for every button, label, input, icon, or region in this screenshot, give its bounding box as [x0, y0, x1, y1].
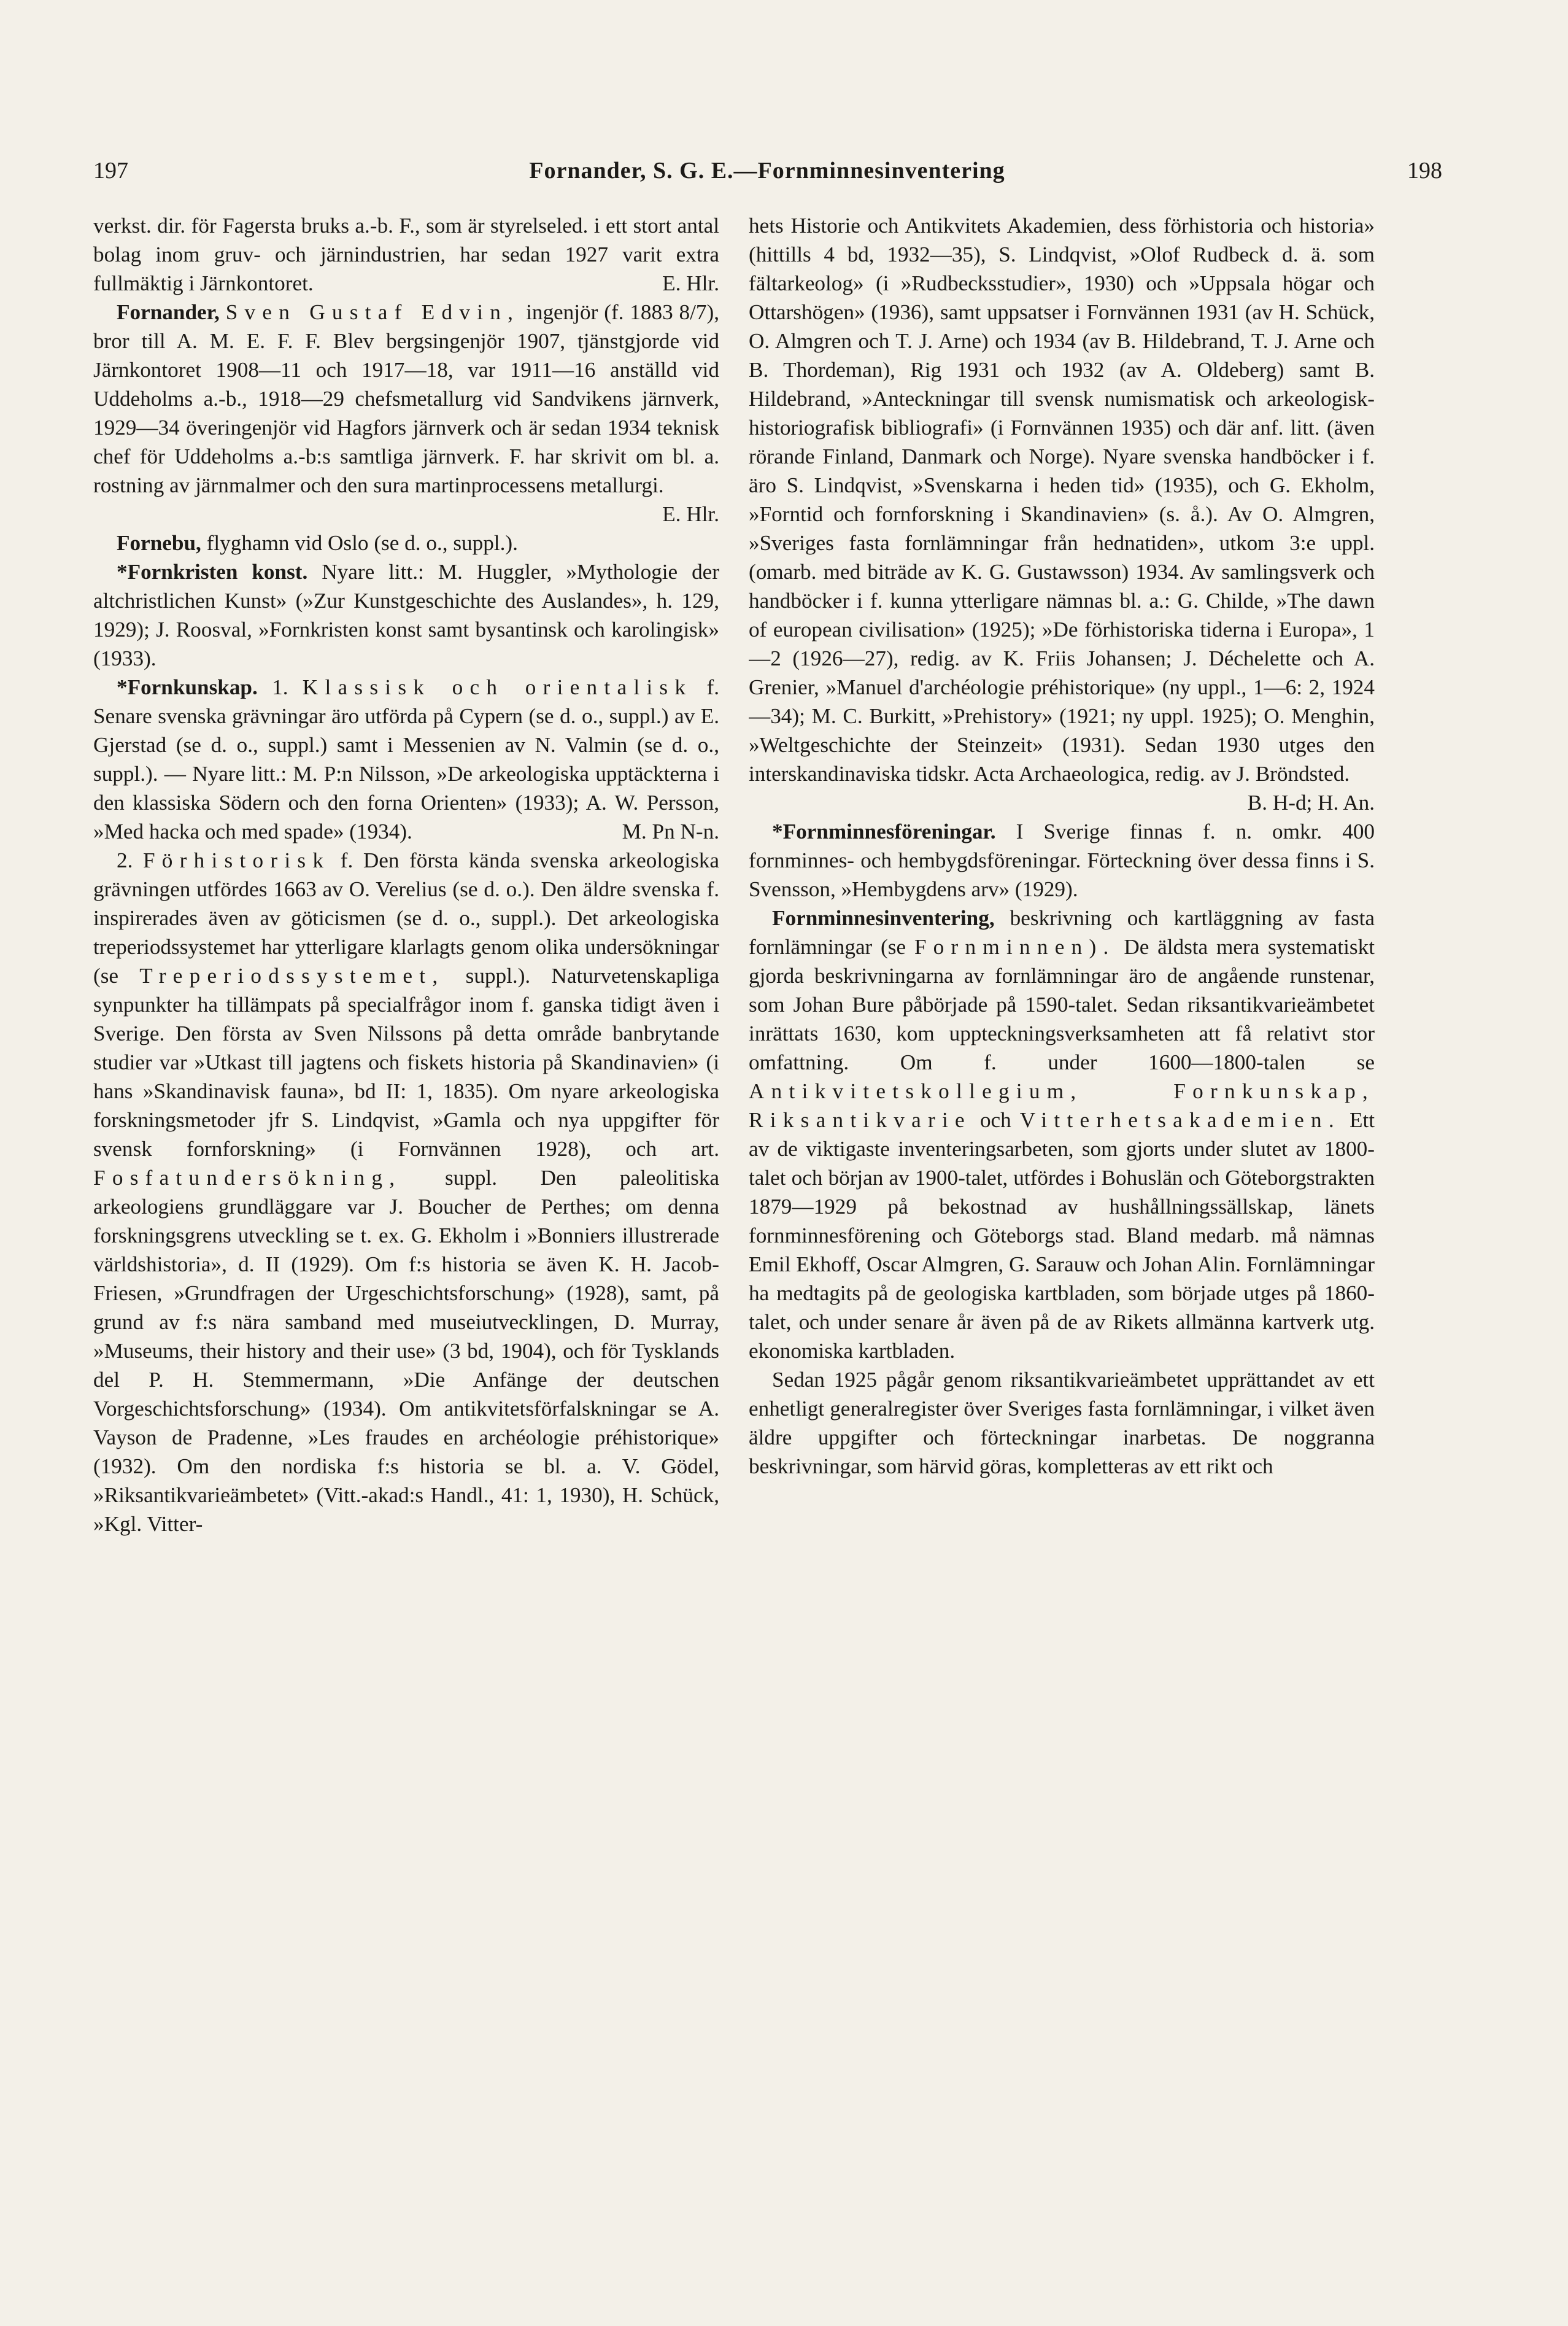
- right-column: [749, 211, 1375, 2249]
- spaced-name: Sven Gustaf Edvin,: [225, 300, 520, 324]
- entry-text: hets Historie och Antikvitets Akademien, dess förhistoria och historia» (hittills 4 bd, 1932—35), S. Lindqvist, »Olof Rudbeck d. ä. som fältarkeolog» (i »Rudbecksstudier», 1930) och »Uppsala högar och Ottarshögen» (1936), samt uppsatser i Fornvännen 1931 (av H. Schück, O. Almgren och T. J. Arne) och 1934 (av B. Hildebrand, T. J. Arne och B. Thordeman), Rig 1931 och 1932 (av A. Oldeberg) samt B. Hildebrand, »Anteckningar till svensk numismatisk och arkeologisk-historiografisk bibliografi» (i Fornvännen 1935) och där anf. litt. (även rörande Finland, Danmark och Norge). Nyare svenska handböcker i f. äro S. Lindqvist, »Svenskarna i heden tid» (1935), och G. Ekholm, »Forntid och fornforskning i Skandinavien» (s. å.). Av O. Almgren, »Sveriges fasta fornlämningar från hednatiden», utkom 3:e uppl. (omarb. med biträde av K. G. Gustawsson) 1934. Av samlingsverk och handböcker i f. kunna ytterligare nämnas bl. a.: G. Childe, »The dawn of european civilisation» (1925); »De förhistoriska tiderna i Europa», 1—2 (1926—27), redig. av K. Friis Johansen; J. Déchelette och A. Grenier, »Manuel d'archéologie préhistorique» (ny uppl., 1—6: 2, 1924—34); M. C. Burkitt, »Prehistory» (1921; ny uppl. 1925); O. Menghin, »Weltgeschichte der Steinzeit» (1931). Sedan 1930 utges den interskandinaviska tidskr. Acta Archaeologica, redig. av J. Bröndsted.: [749, 214, 1375, 786]
- spaced-term: Förhistorisk: [142, 848, 331, 872]
- spaced-term: Fornminnen).: [914, 935, 1116, 959]
- spaced-term: Vitterhetsakademien.: [1019, 1108, 1341, 1132]
- entry-text: Nyare litt.: M. Huggler, »Mythologie der altchristlichen Kunst» (»Zur Kunstgeschichte des Auslandes», h. 129, 1929); J. Roosval, »Fornkristen konst samt bysantinsk och karolingisk» (1933).: [93, 560, 719, 670]
- entry-fornminnesinventering: [749, 904, 1375, 1365]
- entry-text: Sedan 1925 pågår genom riksantikvarieämbetet upprättandet av ett enhetligt generalregister över Sveriges fasta fornlämningar, i vilket även äldre uppgifter och förteckningar inarbetas. De noggranna beskrivningar, som härvid göras, kompletteras av ett rikt och: [749, 1368, 1375, 1478]
- entry-paragraph: [93, 211, 719, 298]
- page-number-right: 198: [1407, 158, 1442, 184]
- entry-paragraph: [749, 1365, 1375, 1481]
- spaced-term: Antikvitetskollegium, Fornkunskap, Riksantikvarie: [749, 1079, 1375, 1132]
- entry-fornkunskap: [93, 673, 719, 846]
- running-head: Fornander, S. G. E.—Fornminnesinventering: [529, 158, 1005, 184]
- author-signature: M. Pn N-n.: [622, 820, 719, 843]
- entry-text: suppl.). Naturvetenskapliga synpunkter ha tillämpats på specialfrågor inom f. ganska tidigt även i Sverige. Den första av Sven Nilssons på detta område banbrytande studier var »Utkast till jagtens och fiskets historia på Skandinavien» (i hans »Skandinavisk fauna», bd II: 1, 1835). Om nyare arkeologiska forskningsmetoder jfr S. Lindqvist, »Gamla och nya uppgifter för svensk fornforskning» (i Fornvännen 1928), och art.: [93, 964, 719, 1161]
- entry-text: ingenjör (f. 1883 8/7), bror till A. M. E. F. F. Blev bergsingenjör 1907, tjänstgjorde vid Järnkontoret 1908—11 och 1917—18, var 1911—16 anställd vid Uddeholms a.-b., 1918—29 chefsmetallurg vid Sandvikens järnverk, 1929—34 överingenjör vid Hagfors järnverk och är sedan 1934 teknisk chef för Uddeholms a.-b:s samtliga järnverk. F. har skrivit om bl. a. rostning av järnmalmer och den sura martinprocessens metallurgi.: [93, 300, 719, 497]
- entry-fornkristen-konst: [93, 557, 719, 673]
- author-signature: E. Hlr.: [662, 271, 719, 295]
- entry-fornander: [93, 298, 719, 529]
- page-header: [92, 152, 1442, 189]
- entry-text: f. Den första kända svenska arkeologiska grävningen utfördes 1663 av O. Verelius (se d. o.). Den äldre svenska f. inspirerades även av göticismen (se d. o., suppl.). Det arkeologiska treperiodssystemet har ytterligare klarlagts genom olika undersökningar (se: [93, 848, 719, 988]
- entry-headword: *Fornminnesföreningar.: [772, 820, 996, 843]
- entry-paragraph: [749, 211, 1375, 817]
- entry-text: Ett av de viktigaste inventeringsarbeten, som gjorts under slutet av 1800-talet och början av 1900-talet, utfördes i Bohuslän och Göteborgstrakten 1879—1929 på bekostnad av hushållningssällskap, länets fornminnesförening och Göteborgs stad. Bland medarb. må nämnas Emil Ekhoff, Oscar Almgren, G. Sarauw och Johan Alin. Fornlämningar ha medtagits på de geologiska kartbladen, som började utges på 1860-talet, och under senare år även på de av Rikets allmänna kartverk utg. ekonomiska kartbladen.: [749, 1108, 1375, 1363]
- entry-headword: Fornander,: [117, 300, 220, 324]
- section-number: 1.: [272, 675, 288, 699]
- entry-text: och: [979, 1108, 1011, 1132]
- entry-headword: *Fornkristen konst.: [117, 560, 308, 584]
- entry-text: De äldsta mera systematiskt gjorda beskrivningarna av fornlämningar äro de angående runstenar, som Johan Bure påbörjade på 1590-talet. Sedan riksantikvarieämbetet inrättats 1630, kom uppteckningsverksamheten att få relativt stor omfattning. Om f. under 1600—1800-talen se: [749, 935, 1375, 1074]
- entry-text: verkst. dir. för Fagersta bruks a.-b. F., som är styrelseled. i ett stort antal bolag inom gruv- och järnindustrien, har sedan 1927 varit extra fullmäktig i Järnkontoret.: [93, 214, 719, 295]
- entry-fornebu: [93, 529, 719, 557]
- spaced-term: Fosfatundersökning,: [93, 1166, 402, 1190]
- page-number-left: 197: [93, 158, 128, 184]
- spaced-term: Treperiodssystemet,: [139, 964, 445, 988]
- left-column: [93, 211, 719, 2249]
- entry-text: suppl. Den paleolitiska arkeologiens grundläggare var J. Boucher de Perthes; om denna forskningsgrens utveckling se t. ex. G. Ekholm i »Bonniers illustrerade världshistoria», d. II (1929). Om f:s historia se även K. H. Jacob-Friesen, »Grundfragen der Urgeschichtsforschung» (1928), samt, på grund av f:s nära samband med museiutvecklingen, D. Murray, »Museums, their history and their use» (3 bd, 1904), och för Tysklands del P. H. Stemmermann, »Die Anfänge der deutschen Vorgeschichtsforschung» (1934). Om antikvitetsförfalskningar se A. Vayson de Pradenne, »Les fraudes en archéologie préhistorique» (1932). Om den nordiska f:s historia se bl. a. V. Gödel, »Riksantikvarieämbetet» (Vitt.-akad:s Handl., 41: 1, 1930), H. Schück, »Kgl. Vitter-: [93, 1166, 719, 1536]
- entry-headword: Fornminnesinventering,: [772, 906, 995, 930]
- entry-text: beskrivning och kartläggning av fasta fornlämningar (se: [749, 906, 1375, 959]
- entry-text: f. Senare svenska grävningar äro utförda på Cypern (se d. o., suppl.) av E. Gjerstad (se d. o., suppl.) samt i Messenien av N. Valmin (se d. o., suppl.). — Nyare litt.: M. P:n Nilsson, »De arkeologiska upptäckterna i den klassiska Södern och den forna Orienten» (1933); A. W. Persson, »Med hacka och med spade» (1934).: [93, 675, 719, 843]
- spaced-term: Klassisk och orientalisk: [302, 675, 693, 699]
- author-signature: B. H-d; H. An.: [1247, 791, 1375, 815]
- entry-headword: Fornebu,: [117, 531, 201, 555]
- author-signature: E. Hlr.: [662, 502, 719, 526]
- entry-headword: *Fornkunskap.: [117, 675, 258, 699]
- entry-text: I Sverige finnas f. n. omkr. 400 fornminnes- och hembygdsföreningar. Förteckning över dessa finns i S. Svensson, »Hembygdens arv» (1929).: [749, 820, 1375, 901]
- section-number: 2.: [117, 848, 133, 872]
- entry-text: flyghamn vid Oslo (se d. o., suppl.).: [206, 531, 518, 555]
- entry-fornminnesforeningar: [749, 817, 1375, 904]
- entry-forhistorisk: [93, 846, 719, 1538]
